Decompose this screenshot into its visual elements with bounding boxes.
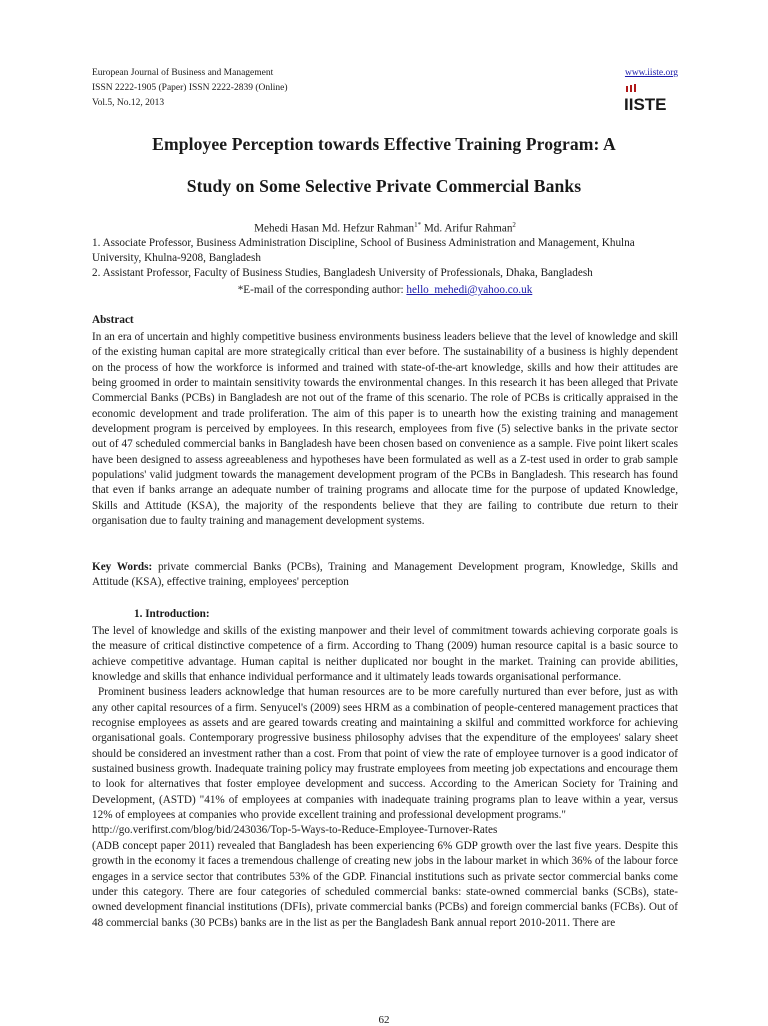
author-superscript-1: 1* <box>414 221 422 229</box>
corresponding-email <box>92 283 678 298</box>
affiliation-1: 1. Associate Professor, Business Administration Discipline, School of Business Administration and Management, Khulna University, Khulna-9208, Bangladesh <box>92 237 635 264</box>
affiliation-2: 2. Assistant Professor, Faculty of Business Studies, Bangladesh University of Professionals, Dhaka, Bangladesh <box>92 267 593 279</box>
journal-volume: Vol.5, No.12, 2013 <box>92 98 165 108</box>
introduction-heading: 1. Introduction: <box>134 608 210 620</box>
journal-name: European Journal of Business and Management <box>92 68 274 78</box>
iiste-logo <box>624 84 676 112</box>
intro-paragraph-3: (ADB concept paper 2011) revealed that Bangladesh has been experiencing 6% GDP growth over the last five years. Despite this growth in the economy it faces a tremendous challenge of creating new jobs in the labour market in which 36% of the labour force engages in a service sector that contributes 53% of the GDP. Financial institutions such as private sector commercial banks come under this category. There are four categories of scheduled commercial banks: state-owned commercial banks (SCBs), state-owned development financial institutions (DFIs), private commercial banks (PCBs) and foreign commercial banks (FCBs). Out of 48 commercial banks (30 PCBs) banks are in the list as per the Bangladesh Bank annual report 2010-2011. There are <box>92 839 678 929</box>
journal-url-link[interactable]: www.iiste.org <box>624 68 678 78</box>
author-list <box>92 218 678 237</box>
abstract-heading: Abstract <box>92 314 134 326</box>
email-link[interactable]: hello_mehedi@yahoo.co.uk <box>406 284 533 296</box>
abstract-text: In an era of uncertain and highly competitive business environments business leaders believe that the level of knowledge and skill of the existing human capital are more strategically critical than ever before. The sustainability of a business is highly dependent on the process of how the workforce is informed and trained with state-of-the-art knowledge, skills and how their attitudes are being groomed in order to maintain sensitivity towards the environmental changes. In this research it has been alleged that Private Commercial Banks (PCBs) in Bangladesh are not out of the frame of this scenario. The role of PCBs is critically appraised in the economic development and trade proliferation. The aim of this paper is to unearth how the existing training and management development program is perceived by employees. In this research, employees from five (5) selective banks in the private sector out of 47 scheduled commercial banks in Bangladesh have been chosen based on convenience as a sample. Five point likert scales have been designed to assess agreeableness and hypotheses have been formulated as well as a Z-test used in order to grab sample populations' valid judgment towards the management development program of the PCBs in Bangladesh. This research has found that even if banks arrange an adequate number of training programs and allocate time for the purpose of updated Knowledge, Skills and Attitude (KSA), the majority of the respondents believe that they are failing to contribute due return to their organisation due to faulty training and management development systems. <box>92 331 678 528</box>
email-label: *E-mail of the corresponding author: <box>237 284 407 296</box>
author-names: Mehedi Hasan Md. Hefzur Rahman <box>254 222 415 235</box>
paper-title-line-2: Study on Some Selective Private Commercial Banks <box>186 176 582 196</box>
intro-paragraph-2: Prominent business leaders acknowledge that human resources are to be more carefully nurtured than ever before, just as with any other capital resources of a firm. Senyucel's (2009) sees HRM as a combination of people-centered management practices that recognise employees as assets and are geared towards creating and maintaining a skilful and committed workforce for achieving organisational goals. Contemporary progressive business philosophy advises that the expenditure of the employees' salary sheet should be considered an investment rather than a cost. From that point of view the rate of employee turnover is a good indicator of sustained business growth. Inadequate training policy may frustrate employees from meeting job expectations and encourage them to look for alternatives that foster employee development and success. According to the American Society for Training and Development, (ASTD) "41% of employees at companies with inadequate training programs plan to leave within a year, versus 12% of employees at companies who provide excellent training and professional development programs." <box>92 686 678 822</box>
logo-text: IISTE <box>624 95 667 112</box>
journal-issn: ISSN 2222-1905 (Paper) ISSN 2222-2839 (Online) <box>92 83 288 93</box>
page-number: 62 <box>378 1014 390 1026</box>
paper-title-line-1: Employee Perception towards Effective Training Program: A <box>152 134 616 154</box>
keywords-text: private commercial Banks (PCBs), Training and Management Development program, Knowledge, Skills and Attitude (KSA), effective training, employees' perception <box>92 561 678 589</box>
author-name-2: Md. Arifur Rahman <box>421 222 513 235</box>
keywords-label: Key Words: <box>92 561 153 573</box>
intro-paragraph-1: The level of knowledge and skills of the existing manpower and their level of commitment towards achieving corporate goals is the measure of critical distinctive competence of a firm. According to Thang (2009) human resource capital is a basic source to achieve competitive advantage. Human capital is neither duplicated nor bought in the market. Training can provide abilities, knowledge and skills that enhance individual performance and it ultimately leads towards organisational performance. <box>92 625 678 684</box>
introduction-body <box>92 624 678 931</box>
author-superscript-2: 2 <box>512 221 516 229</box>
intro-source-url: http://go.verifirst.com/blog/bid/243036/Top-5-Ways-to-Reduce-Employee-Turnover-Rates <box>92 824 498 837</box>
journal-header <box>92 66 678 111</box>
keywords <box>92 560 678 591</box>
